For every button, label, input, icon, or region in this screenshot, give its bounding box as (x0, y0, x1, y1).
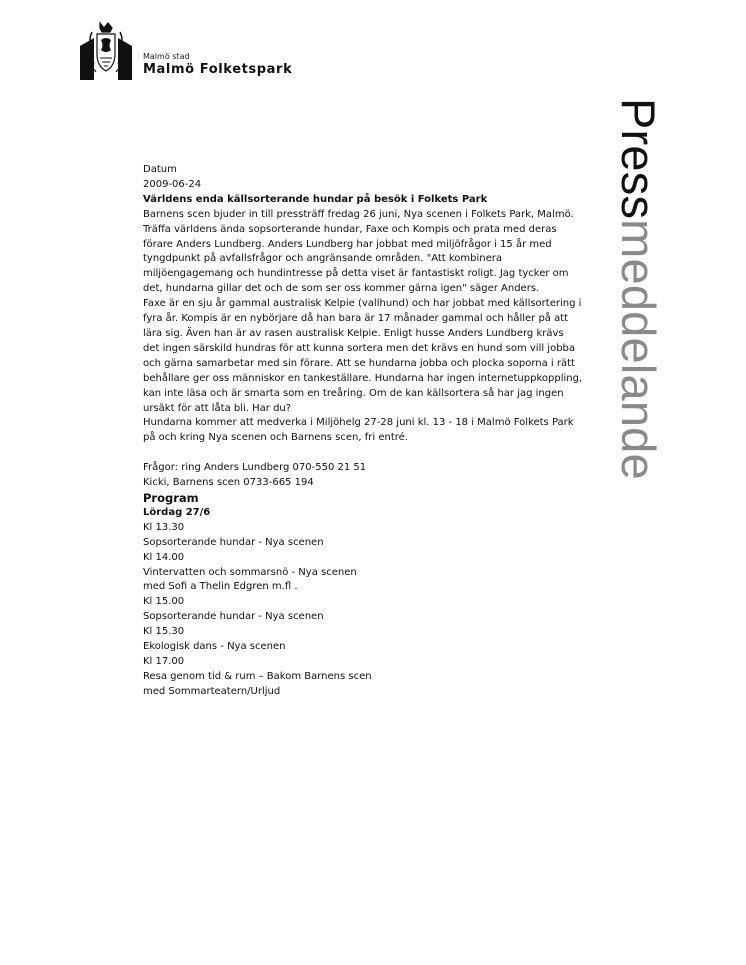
paragraph-event: Hundarna kommer att medverka i Miljöhelg 27-28 juni kl. 13 - 18 i Malmö Folkets Park på och kring Nya scenen och Barnens scen, fri entré. (143, 417, 574, 444)
date-label: Datum (143, 164, 177, 175)
press-release-body (143, 163, 583, 700)
day-heading: Lördag 27/6 (143, 506, 211, 518)
program-line: Kl 14.00 (143, 551, 185, 563)
program-line: Vintervatten och sommarsnö - Nya scenen (143, 566, 357, 578)
headline: Världens enda källsorterande hundar på besök i Folkets Park (143, 193, 488, 205)
pressmeddelande-vertical-title (612, 98, 665, 480)
program-line: Resa genom tid & rum – Bakom Barnens scen (143, 670, 372, 682)
paragraph-dogs: Faxe är en sju år gammal australisk Kelpie (vallhund) och har jobbat med källsortering i fyra år. Kompis är en nybörjare då han bara är 17 månader gammal och håller på att lära sig. Även han är av rasen australisk Kelpie. Enligt husse Anders Lundberg krävs det ingen särskild hundras för att kunna sortera men det krävs en hund som vill jobba och gärna samarbetar med sin förare. Att se hundarna jobba och plocka soporna i rätt behållare ger oss människor en tankeställare. Hundarna har ingen internetuppkoppling, kan inte läsa och är smarta som en treåring. Om de kan källsortera så har jag ingen ursäkt för att låta bli. Har du? (143, 298, 583, 414)
org-subtitle: Malmö stad (143, 52, 190, 61)
malmo-stad-logo (80, 20, 132, 80)
program-line: Kl 13.30 (143, 521, 185, 533)
contact-info (143, 461, 583, 491)
vertical-title-part-meddelande: meddelande (612, 219, 665, 480)
program-line: Sopsorterande hundar - Nya scenen (143, 536, 324, 548)
org-name: Malmö Folketspark (143, 62, 293, 77)
organization-header (143, 52, 292, 78)
program-line: Sopsorterande hundar - Nya scenen (143, 611, 324, 623)
program-line: med Sofi a Thelin Edgren m.fl . (143, 581, 298, 593)
vertical-title-part-press: Press (612, 98, 665, 220)
contact-line: Frågor: ring Anders Lundberg 070-550 21 51 (143, 462, 367, 474)
program-heading: Program (143, 490, 199, 505)
program-line: Kl 15.00 (143, 596, 185, 608)
program-line: Kl 17.00 (143, 655, 185, 667)
program-list (143, 521, 583, 700)
program-line: Ekologisk dans - Nya scenen (143, 641, 286, 653)
contact-line: Kicki, Barnens scen 0733-665 194 (143, 477, 314, 489)
date-value: 2009-06-24 (143, 178, 202, 190)
paragraph-intro: Barnens scen bjuder in till pressträff fredag 26 juni, Nya scenen i Folkets Park, Malmö. Träffa världens ända sopsorterande hundar, Faxe och Kompis och prata med deras förare Anders Lundberg. Anders Lundberg har jobbat med miljöfrågor i 15 år med tyngdpunkt på avfallsfrågor och angränsande områden. "Att kombinera miljöengagemang och hundintresse på detta viset är fantastiskt roligt. Jag tycker om det, hundarna gillar det och de som ser oss kommer gärna igen" säger Anders. (143, 208, 574, 295)
program-line: med Sommarteatern/Urljud (143, 685, 281, 697)
program-line: Kl 15.30 (143, 626, 185, 638)
